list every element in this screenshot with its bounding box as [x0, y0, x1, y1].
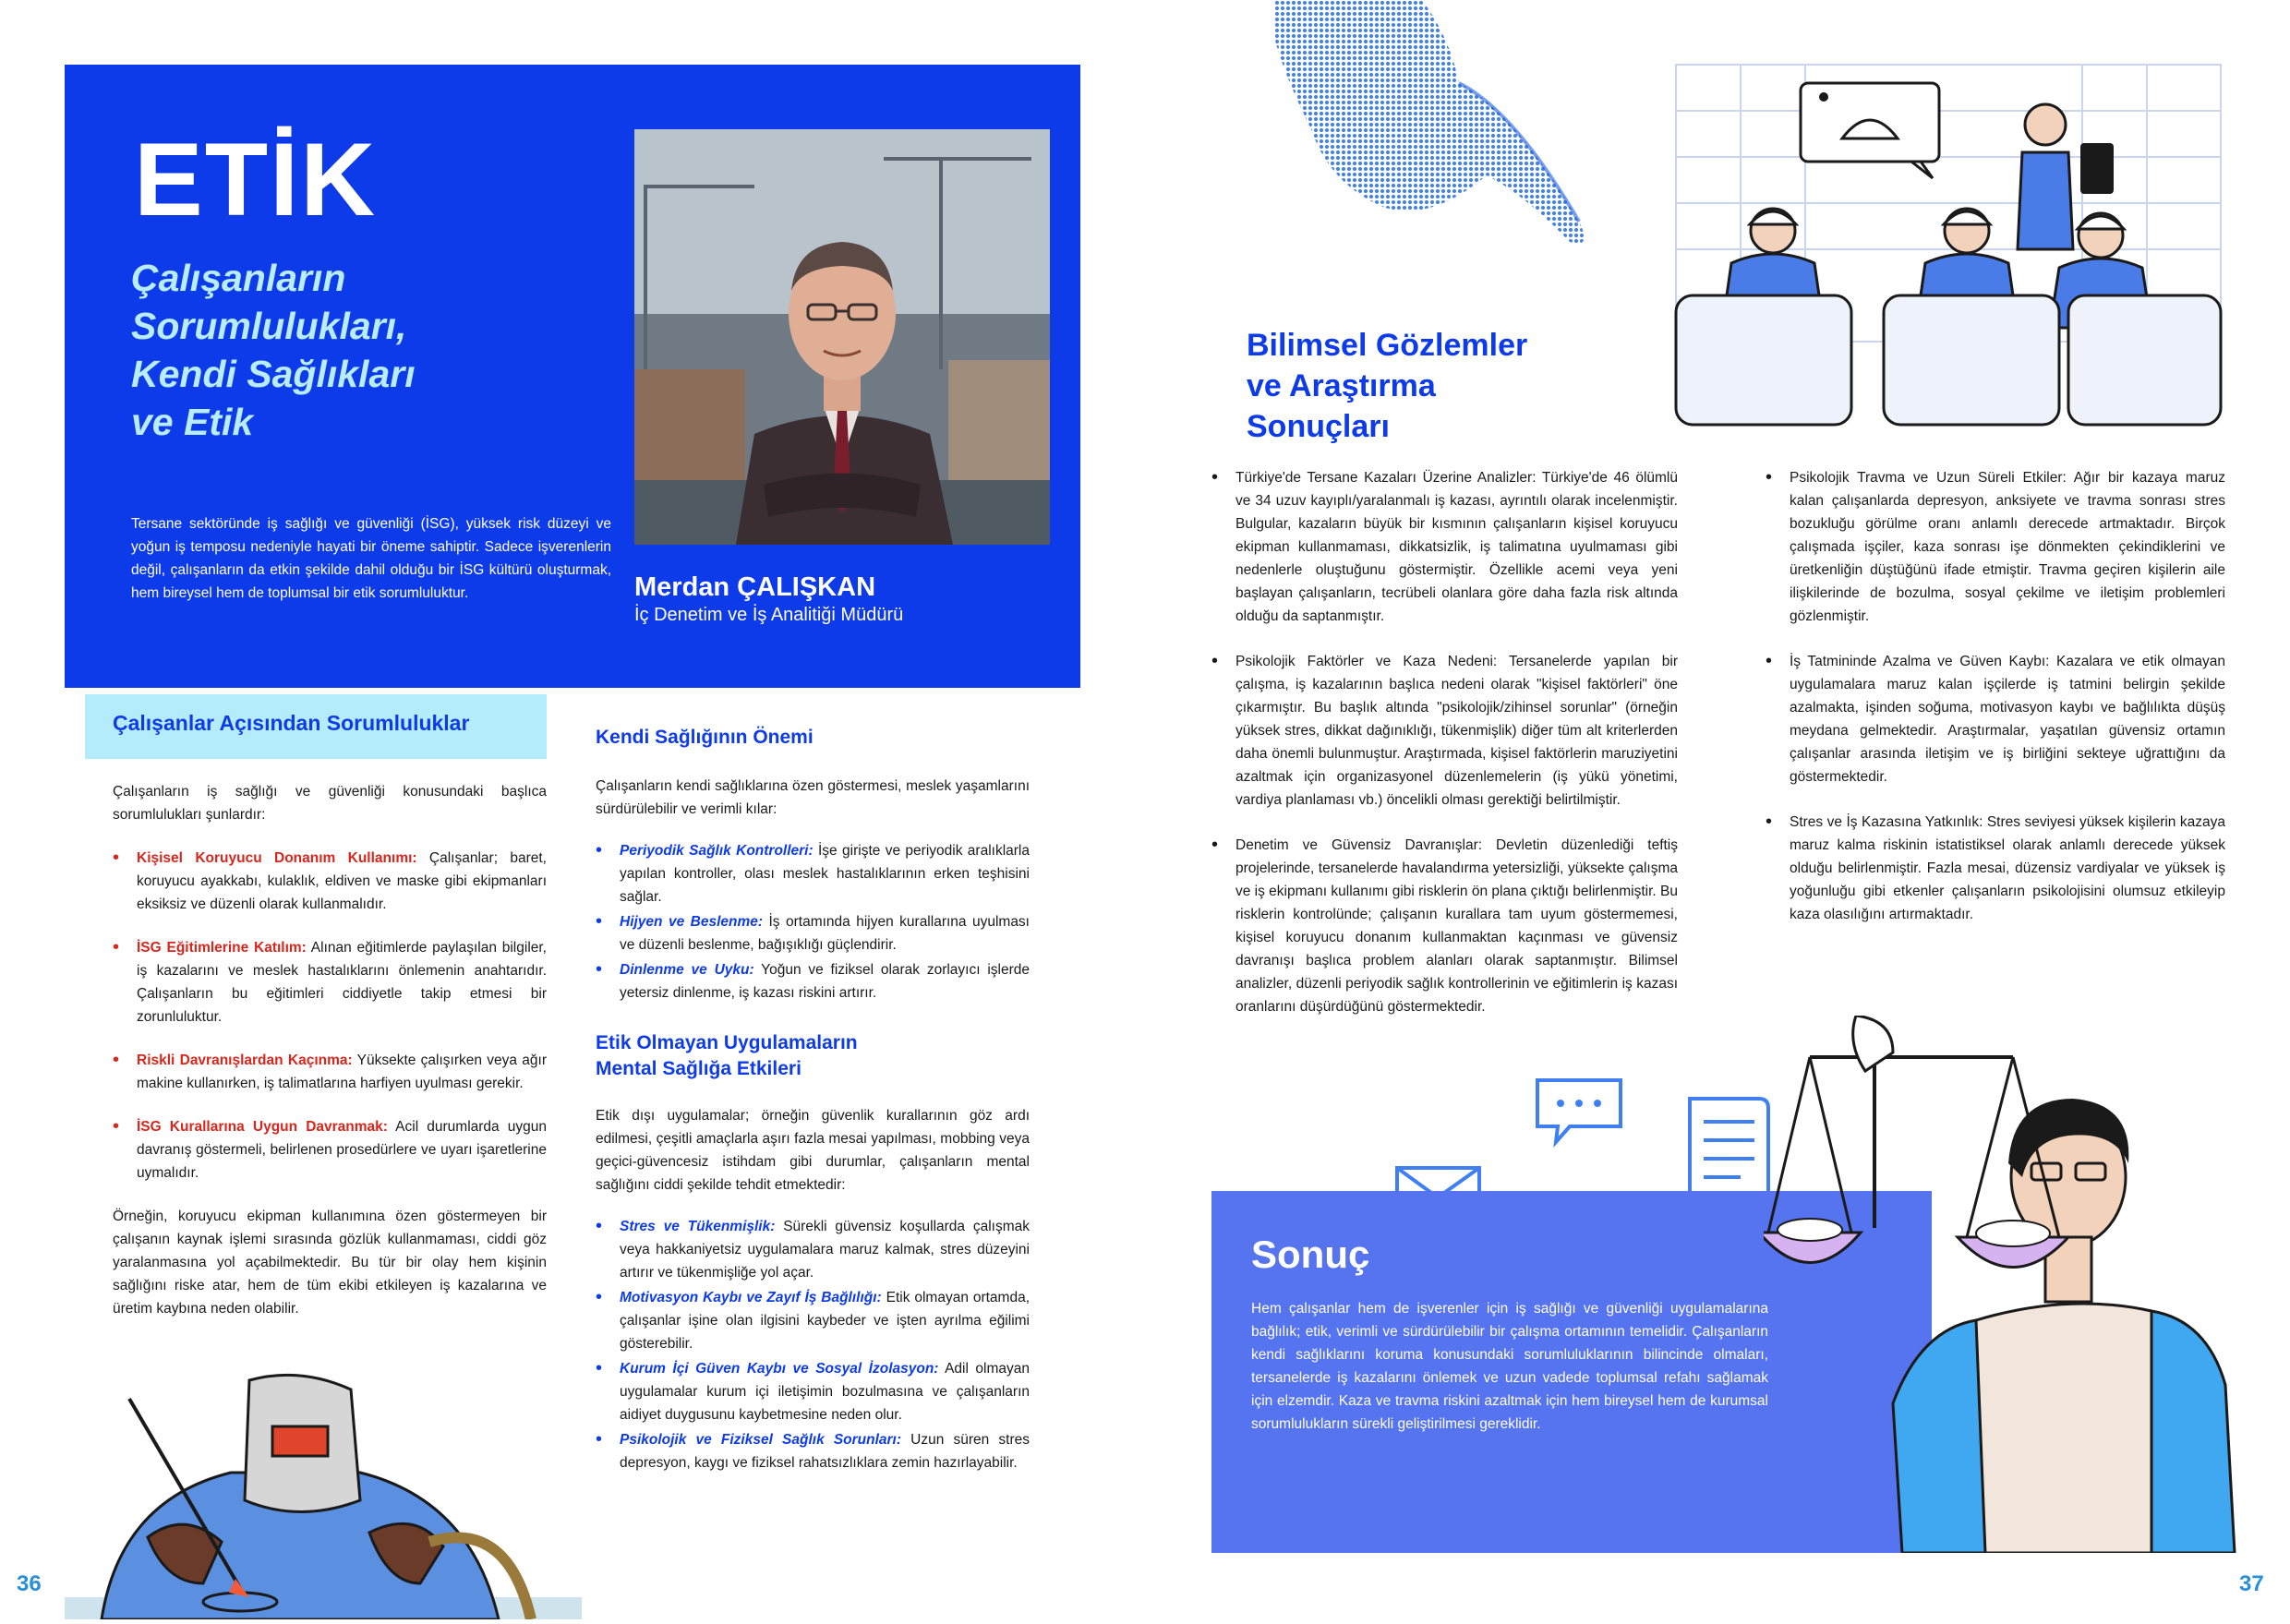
mental-heading [596, 1030, 1030, 1082]
list-item: • Türkiye'de Tersane Kazaları Üzerine Analizler: Türkiye'de 46 ölümlü ve 34 uzuv kayıplı/yaralanmalı iş kazası, ayrıntılı olarak incelenmiştir. Bulgular, kazaların büyük bir kısmının çalışanların kişisel koruyucu ekipman kullanmaması, dikkatsizlik, iş talimatına uyulmaması gibi nedenlerle oluştuğunu göstermiştir. Özellikle acemi veya yeni başlayan çalışanların, tecrübeli olanlara göre daha fazla risk altında olduğu da saptanmıştır. [1211, 466, 1678, 628]
item-key: Hijyen ve Beslenme: [620, 914, 764, 930]
welder-illustration [65, 1371, 582, 1619]
portrait-photo [634, 129, 1050, 545]
science-heading-line: Sonuçları [1247, 409, 1390, 444]
page-title: ETİK [134, 122, 378, 237]
page-number-left: 36 [17, 1571, 42, 1596]
pointing-hand-illustration [1274, 0, 1607, 263]
item-key: İSG Kurallarına Uygun Davranmak: [137, 1119, 388, 1135]
science-heading [1247, 325, 1527, 447]
item-text: Acil durumlarda uygun davranış göstermeli, belirlenen prosedürlere ve uyarı işaretlerine uymalıdır. [137, 1119, 547, 1181]
list-item [596, 958, 1030, 1004]
portrait-illustration [634, 129, 1050, 545]
mental-heading-line: Etik Olmayan Uygulamaların [596, 1032, 858, 1053]
science-heading-line: Bilimsel Gözlemler [1247, 328, 1528, 363]
health-section [596, 725, 1030, 1474]
list-item: • Denetim ve Güvensiz Davranışlar: Devletin düzenlediği teftiş projelerinde, tersanelerde havalandırma yetersizliği, yüksekte çalışma ve iş ekipmanı kullanımı gibi risklerin ön plana çıktığı belirlenmiştir. Bu risklerin kontrolünde; çalışanın kurallara tam uyum göstermemesi, kişisel koruyucu donanım kullanmaktan kaçınması ve güvensiz davranışı başlıca problem alanları olarak saptanmıştır. Bilimsel analizler, düzenli periyodik sağlık kontrollerinin ve eğitimlerin iş kazası oranlarını düşürdüğünü göstermektedir. [1211, 834, 1678, 1018]
conclusion-title: Sonuç [1251, 1233, 1370, 1276]
person-name: Merdan ÇALIŞKAN [634, 572, 876, 602]
item-key: Kurum İçi Güven Kaybı ve Sosyal İzolasyon: [620, 1361, 939, 1377]
welder-icon [65, 1371, 582, 1619]
responsibilities-heading: Çalışanlar Açısından Sorumluluklar [113, 711, 470, 735]
item-key: Dinlenme ve Uyku: [620, 962, 754, 978]
list-item: • Psikolojik Faktörler ve Kaza Nedeni: Tersanelerde yapılan bir çalışma, iş kazalarının başlıca nedeni olarak "kişisel faktörleri" öne çıkarmıştır. Bu başlık altında "psikolojik/zihinsel sorunlar" (örneğin yüksek stres, dikkat dağınıklığı, tükenmişlik) diğer tüm alt kriterlerden daha önemli bulunmuştur. Araştırmada, kişisel faktörlerin maruziyetini azaltmak için organizasyonel düzenlemelerin (iş yükü yönetimi, vardiya planlaması vb.) öncelikli olması gerektiği belirtilmiştir. [1211, 650, 1678, 812]
list-item [596, 1286, 1030, 1355]
list-item [113, 847, 547, 916]
item-text: İşe girişte ve periyodik aralıklarla yapılan kontroller, olası meslek hastalıklarının erken teşhisini sağlar. [620, 843, 1030, 905]
page-number-right: 37 [2239, 1571, 2264, 1596]
pointing-hand-icon [1274, 0, 1607, 263]
subtitle-line: Sorumlulukları, [131, 305, 407, 347]
subtitle-line: Çalışanların [131, 257, 346, 299]
chat-bubble-icon [1533, 1076, 1625, 1149]
subtitle-line: ve Etik [131, 401, 254, 443]
list-item [113, 936, 547, 1029]
person-role: İç Denetim ve İş Analitiği Müdürü [634, 605, 904, 625]
responsibilities-intro: Çalışanların iş sağlığı ve güvenliği konusundaki başlıca sorumlulukları şunlardır: [113, 784, 547, 823]
list-item [113, 1115, 547, 1185]
list-item: • Psikolojik Travma ve Uzun Süreli Etkiler: Ağır bir kazaya maruz kalan çalışanlarda depresyon, anksiyete ve travma sonrası stres bozukluğu görülme oranı anlamlı derecede artmaktadır. Birçok çalışmada işçiler, kaza sonrası işe dönmekten çekindiklerini ve üretkenliğin düştüğünü ifade etmiştir. Travma geçiren kişilerin aile ilişkilerinde de bozulma, sosyal çekilme ve iletişim problemleri gözlenmiştir. [1766, 466, 2225, 628]
list-item [596, 1357, 1030, 1426]
list-item: • İş Tatmininde Azalma ve Güven Kaybı: Kazalara ve etik olmayan uygulamalara maruz kalan işçilerde iş tatmini belirgin şekilde azalmakta, işinden soğuma, motivasyon kaybı ve bağlılıkta düşüş meydana gelmektedir. Araştırmalar, yaşatılan güvensiz ortamın çalışanlar arasında iletişim ve iş birliğini sekteye uğrattığını da göstermektedir. [1766, 650, 2225, 788]
health-intro: Çalışanların kendi sağlıklarına özen göstermesi, meslek yaşamlarını sürdürülebilir ve verimli kılar: [596, 778, 1030, 817]
health-heading: Kendi Sağlığının Önemi [596, 727, 814, 748]
item-key: İSG Eğitimlerine Katılım: [137, 940, 307, 956]
item-key: Stres ve Tükenmişlik: [620, 1219, 776, 1234]
science-heading-line: ve Araştırma [1247, 368, 1436, 403]
item-key: Riskli Davranışlardan Kaçınma: [137, 1053, 353, 1068]
list-item [596, 1428, 1030, 1474]
responsibilities-section [113, 780, 547, 1320]
list-item [596, 1215, 1030, 1284]
item-text: Etik olmayan ortamda, çalışanlar işine olan ilgisini kaybeder ve işten ayrılma eğilimi gösterebilir. [620, 1290, 1030, 1352]
item-text: Yoğun ve fiziksel olarak zorlayıcı işlerde yetersiz dinlenme, iş kazası riskini artırır. [620, 962, 1030, 1001]
hero-panel [65, 65, 1080, 688]
list-item [596, 839, 1030, 908]
item-text: Adil olmayan uygulamalar kurum içi iletişimin bozulmasına ve çalışanların aidiyet duygusunu kaybetmesine neden olur. [620, 1361, 1030, 1423]
science-column-2 [1766, 466, 2225, 926]
subtitle-line: Kendi Sağlıkları [131, 353, 416, 395]
item-text: Yüksekte çalışırken veya ağır makine kullanırken, iş talimatlarına harfiyen uyulması gerekir. [137, 1053, 547, 1091]
list-item: • Stres ve İş Kazasına Yatkınlık: Stres seviyesi yüksek kişilerin kazaya maruz kalma riskinin istatistiksel olarak anlamlı derecede yüksek olduğu belirlenmiştir. Fazla mesai, düzensiz vardiyalar ve yüksek iş yoğunluğu gibi etkenler çalışanların psikolojisini olumsuz etkileyip kaza olasılığını artırmaktadır. [1766, 811, 2225, 926]
item-text: İş ortamında hijyen kurallarına uyulması ve düzenli beslenme, bağışıklığı güçlendirir. [620, 914, 1030, 953]
science-column-1 [1211, 466, 1678, 1018]
item-text: Uzun süren stres depresyon, kaygı ve fiziksel rahatsızlıklara zemin hazırlayabilir. [620, 1432, 1030, 1471]
item-key: Periyodik Sağlık Kontrolleri: [620, 843, 814, 859]
justice-scale-illustration [1764, 1016, 2253, 1553]
item-text: Alınan eğitimlerde paylaşılan bilgiler, iş kazalarını ve meslek hastalıklarını önlemenin anahtarıdır. Çalışanların bu eğitimleri ciddiyetle takip etmesi bir zorunluluktur. [137, 940, 547, 1025]
responsibilities-outro: Örneğin, koruyucu ekipman kullanımına özen göstermeyen bir çalışanın kaynak işlemi sırasında gözlük kullanmaması, ciddi göz yaralanmasına yol açabilmektedir. Bu tür bir olay hem kişinin sağlığını riske atar, hem de tüm ekibi etkileyen iş kazalarına ve üretim kaybına neden olabilir. [113, 1209, 547, 1317]
item-text: Çalışanlar; baret, koruyucu ayakkabı, kulaklık, eldiven ve maske gibi ekipmanları eksiksiz ve düzenli olarak kullanmalıdır. [137, 850, 547, 912]
list-item [596, 910, 1030, 956]
mental-heading-line: Mental Sağlığa Etkileri [596, 1058, 802, 1079]
mental-intro: Etik dışı uygulamalar; örneğin güvenlik kurallarının göz ardı edilmesi, çeşitli amaçlarla aşırı fazla mesai yapılması, mobbing veya geçici-güvencesiz istihdam gibi durumlar, çalışanların mental sağlığını ciddi şekilde tehdit etmektedir: [596, 1108, 1030, 1193]
item-key: Kişisel Koruyucu Donanım Kullanımı: [137, 850, 417, 866]
item-key: Motivasyon Kaybı ve Zayıf İş Bağlılığı: [620, 1290, 882, 1305]
meeting-illustration [1657, 60, 2225, 429]
list-item [113, 1049, 547, 1095]
item-text: Sürekli güvensiz koşullarda çalışmak veya hakkaniyetsiz uygulamalara maruz kalmak, stres düzeyini artırır ve tükenmişliğe yol açar. [620, 1219, 1030, 1281]
hero-intro-text: Tersane sektöründe iş sağlığı ve güvenliği (İSG), yüksek risk düzeyi ve yoğun iş temposu nedeniyle hayati bir öneme sahiptir. Sadece işverenlerin değil, çalışanların da etkin şekilde dahil olduğu bir İSG kültürü oluşturmak, hem bireysel hem de toplumsal bir etik sorumluluktur. [131, 516, 611, 601]
justice-scale-icon [1764, 1016, 2253, 1553]
item-key: Psikolojik ve Fiziksel Sağlık Sorunları: [620, 1432, 902, 1448]
conclusion-text: Hem çalışanlar hem de işverenler için iş sağlığı ve güvenliği uygulamalarına bağlılık; etik, verimli ve sürdürülebilir bir çalışma ortamının temelidir. Çalışanların kendi sağlıklarını koruma konusundaki sorumluluklarının bilincinde olmaları, tersanelerde iş kazalarını önlemek ve uzun vadede toplumsal refahı sağlamak için elzemdir. Kaza ve travma riskini azaltmak için hem bireysel hem de kurumsal sorumlulukların sürekli geliştirilmesi gereklidir. [1251, 1301, 1768, 1432]
meeting-icon [1657, 60, 2225, 429]
hero-subtitle [131, 254, 519, 446]
